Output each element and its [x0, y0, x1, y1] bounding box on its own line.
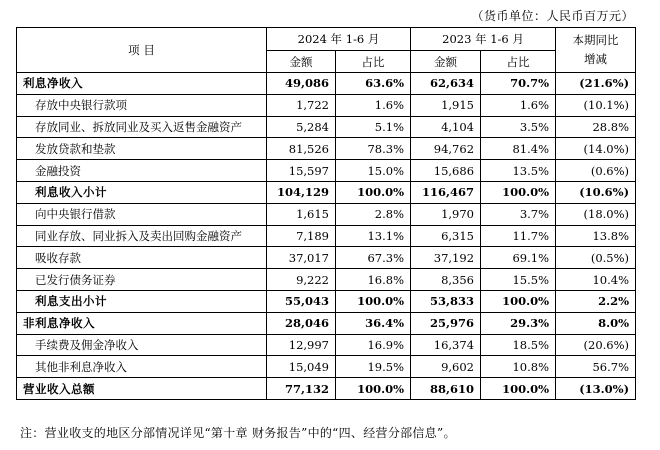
row-label: 手续费及佣金净收入: [17, 334, 267, 356]
yoy-change: (18.0%): [556, 203, 636, 225]
share-2023: 100.0%: [481, 181, 556, 203]
share-2023: 100.0%: [481, 290, 556, 312]
amount-2023: 62,634: [411, 73, 481, 95]
amount-2024: 28,046: [267, 312, 336, 334]
row-label: 存放同业、拆放同业及买入返售金融资产: [17, 116, 267, 138]
share-2024: 100.0%: [336, 378, 411, 400]
share-2023: 81.4%: [481, 138, 556, 160]
amount-2023: 16,374: [411, 334, 481, 356]
share-2023: 13.5%: [481, 160, 556, 182]
header-yoy-line1: 本期同比: [572, 33, 619, 47]
amount-2023: 53,833: [411, 290, 481, 312]
amount-2024: 55,043: [267, 290, 336, 312]
amount-2024: 7,189: [267, 225, 336, 247]
share-2024: 36.4%: [336, 312, 411, 334]
share-2024: 5.1%: [336, 116, 411, 138]
yoy-change: 2.2%: [556, 290, 636, 312]
table-row: [17, 290, 636, 312]
header-period-2023: 2023 年 1-6 月: [411, 28, 556, 51]
amount-2024: 15,049: [267, 356, 336, 378]
share-2023: 1.6%: [481, 94, 556, 116]
yoy-change: (0.6%): [556, 160, 636, 182]
share-2023: 70.7%: [481, 73, 556, 95]
table-row: [17, 225, 636, 247]
row-label: 其他非利息净收入: [17, 356, 267, 378]
amount-2024: 37,017: [267, 247, 336, 269]
row-label: 已发行债务证券: [17, 269, 267, 291]
table-row: [17, 73, 636, 95]
amount-2023: 88,610: [411, 378, 481, 400]
table-row: [17, 138, 636, 160]
yoy-change: 28.8%: [556, 116, 636, 138]
amount-2024: 1,615: [267, 203, 336, 225]
table-row: [17, 94, 636, 116]
row-label: 金融投资: [17, 160, 267, 182]
amount-2023: 8,356: [411, 269, 481, 291]
share-2023: 18.5%: [481, 334, 556, 356]
yoy-change: (0.5%): [556, 247, 636, 269]
amount-2023: 15,686: [411, 160, 481, 182]
header-amount-2023: 金额: [411, 51, 481, 73]
share-2024: 67.3%: [336, 247, 411, 269]
row-label: 同业存放、同业拆入及卖出回购金融资产: [17, 225, 267, 247]
amount-2024: 77,132: [267, 378, 336, 400]
amount-2024: 1,722: [267, 94, 336, 116]
amount-2023: 9,602: [411, 356, 481, 378]
share-2023: 10.8%: [481, 356, 556, 378]
table-row: [17, 378, 636, 400]
header-item: 项 目: [17, 28, 267, 73]
header-share-2023: 占比: [481, 51, 556, 73]
row-label: 吸收存款: [17, 247, 267, 269]
table-row: [17, 160, 636, 182]
share-2024: 15.0%: [336, 160, 411, 182]
share-2024: 19.5%: [336, 356, 411, 378]
table-body: [17, 73, 636, 400]
yoy-change: (21.6%): [556, 73, 636, 95]
row-label: 利息收入小计: [17, 181, 267, 203]
amount-2023: 37,192: [411, 247, 481, 269]
row-label: 非利息净收入: [17, 312, 267, 334]
header-share-2024: 占比: [336, 51, 411, 73]
share-2023: 100.0%: [481, 378, 556, 400]
share-2023: 11.7%: [481, 225, 556, 247]
share-2024: 1.6%: [336, 94, 411, 116]
table-row: [17, 203, 636, 225]
row-label: 营业收入总额: [17, 378, 267, 400]
row-label: 向中央银行借款: [17, 203, 267, 225]
yoy-change: 8.0%: [556, 312, 636, 334]
table-row: [17, 269, 636, 291]
row-label: 发放贷款和垫款: [17, 138, 267, 160]
table-row: [17, 247, 636, 269]
amount-2023: 94,762: [411, 138, 481, 160]
share-2024: 16.8%: [336, 269, 411, 291]
table-row: [17, 312, 636, 334]
footnote: 注：营业收支的地区分部情况详见“第十章 财务报告”中的“四、经营分部信息”。: [20, 426, 456, 440]
yoy-change: (10.1%): [556, 94, 636, 116]
yoy-change: (13.0%): [556, 378, 636, 400]
amount-2023: 1,915: [411, 94, 481, 116]
amount-2023: 116,467: [411, 181, 481, 203]
yoy-change: (14.0%): [556, 138, 636, 160]
share-2024: 13.1%: [336, 225, 411, 247]
share-2024: 100.0%: [336, 290, 411, 312]
table-row: [17, 116, 636, 138]
header-period-2024: 2024 年 1-6 月: [267, 28, 411, 51]
amount-2023: 25,976: [411, 312, 481, 334]
yoy-change: (20.6%): [556, 334, 636, 356]
share-2024: 78.3%: [336, 138, 411, 160]
amount-2024: 9,222: [267, 269, 336, 291]
share-2024: 2.8%: [336, 203, 411, 225]
row-label: 利息支出小计: [17, 290, 267, 312]
table-row: [17, 356, 636, 378]
yoy-change: 13.8%: [556, 225, 636, 247]
amount-2024: 5,284: [267, 116, 336, 138]
table-row: [17, 181, 636, 203]
share-2024: 100.0%: [336, 181, 411, 203]
header-yoy-line2: 增减: [584, 52, 608, 66]
amount-2023: 1,970: [411, 203, 481, 225]
header-amount-2024: 金额: [267, 51, 336, 73]
share-2024: 16.9%: [336, 334, 411, 356]
share-2024: 63.6%: [336, 73, 411, 95]
row-label: 存放中央银行款项: [17, 94, 267, 116]
amount-2023: 6,315: [411, 225, 481, 247]
currency-unit-note: （货币单位：人民币百万元）: [471, 9, 634, 23]
amount-2024: 104,129: [267, 181, 336, 203]
share-2023: 15.5%: [481, 269, 556, 291]
header-yoy: [556, 28, 636, 73]
amount-2024: 15,597: [267, 160, 336, 182]
table-row: [17, 334, 636, 356]
amount-2024: 49,086: [267, 73, 336, 95]
share-2023: 3.5%: [481, 116, 556, 138]
share-2023: 29.3%: [481, 312, 556, 334]
share-2023: 3.7%: [481, 203, 556, 225]
share-2023: 69.1%: [481, 247, 556, 269]
yoy-change: (10.6%): [556, 181, 636, 203]
yoy-change: 10.4%: [556, 269, 636, 291]
financial-table: [16, 27, 636, 400]
yoy-change: 56.7%: [556, 356, 636, 378]
amount-2023: 4,104: [411, 116, 481, 138]
amount-2024: 12,997: [267, 334, 336, 356]
row-label: 利息净收入: [17, 73, 267, 95]
amount-2024: 81,526: [267, 138, 336, 160]
